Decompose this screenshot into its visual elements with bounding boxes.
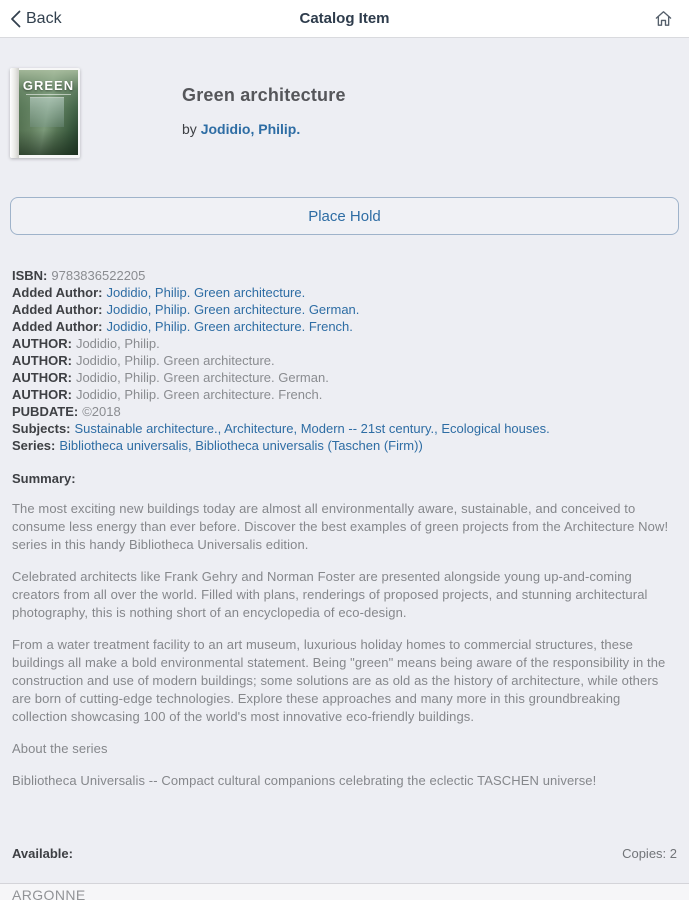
byline [182, 121, 346, 137]
summary-paragraph: Celebrated architects like Frank Gehry and Norman Foster are presented alongside young up-and-coming creators from all over the world. Filled with plans, renderings of proposed projects, and stunning architectural photography, this is nothing short of an encyclopedia of eco-design. [12, 569, 648, 620]
detail-label: AUTHOR: [12, 387, 72, 402]
detail-row-author [12, 335, 677, 352]
added-author-link[interactable]: Jodidio, Philip. Green architecture. German. [106, 302, 360, 317]
detail-row-series [12, 437, 677, 454]
detail-label: AUTHOR: [12, 353, 72, 368]
book-cover-rule [26, 94, 71, 95]
detail-label: AUTHOR: [12, 336, 72, 351]
copies-count: Copies: 2 [622, 846, 677, 861]
detail-label: Subjects: [12, 421, 71, 436]
content-area [0, 39, 689, 883]
availability-row [12, 846, 677, 861]
back-button[interactable] [10, 10, 62, 28]
detail-row-added-author [12, 284, 677, 301]
library-location-row[interactable] [0, 883, 689, 900]
subjects-links[interactable]: Sustainable architecture., Architecture, Modern -- 21st century., Ecological houses. [74, 421, 550, 436]
book-cover-title-text: GREEN [22, 78, 75, 93]
detail-label: AUTHOR: [12, 370, 72, 385]
detail-row-subjects [12, 420, 677, 437]
summary-paragraph: From a water treatment facility to an art museum, luxurious holiday homes to commercial structures, these buildings all make a bold environmental statement. Being "green" means being aware of the responsibility in the construction and use of modern buildings; some solutions are as old as the history of architecture, while others are born of cutting-edge technologies. Explore these approaches and many more in this groundbreaking collection showcasing 100 of the world's most innovative eco-friendly buildings. [12, 637, 666, 724]
byline-prefix: by [182, 121, 201, 137]
detail-row-pubdate [12, 403, 677, 420]
page-title: Catalog Item [299, 10, 390, 27]
book-spine [10, 68, 19, 158]
back-label: Back [26, 9, 62, 27]
series-blurb-text: Bibliotheca Universalis -- Compact cultural companions celebrating the eclectic TASCHEN universe! [12, 773, 597, 788]
detail-label: ISBN: [12, 268, 48, 283]
detail-row-isbn [12, 267, 677, 284]
detail-value: Jodidio, Philip. Green architecture. [75, 353, 275, 368]
summary-heading: Summary: [12, 471, 76, 486]
book-cover-thumbnail[interactable] [10, 68, 80, 158]
place-hold-button[interactable]: Place Hold [10, 197, 679, 235]
added-author-link[interactable]: Jodidio, Philip. Green architecture. French. [106, 319, 353, 334]
detail-row-author [12, 352, 677, 369]
available-label: Available: [12, 846, 73, 861]
detail-value: 9783836522205 [51, 268, 146, 283]
detail-value: ©2018 [82, 404, 121, 419]
title-block [182, 68, 346, 158]
detail-value: Jodidio, Philip. Green architecture. French. [75, 387, 323, 402]
detail-row-added-author [12, 318, 677, 335]
added-author-link[interactable]: Jodidio, Philip. Green architecture. [106, 285, 306, 300]
nav-bar [0, 0, 689, 38]
library-location-label: ARGONNE [12, 887, 86, 900]
series-links[interactable]: Bibliotheca universalis, Bibliotheca universalis (Taschen (Firm)) [59, 438, 423, 453]
author-link[interactable]: Jodidio, Philip. [200, 121, 301, 137]
summary-paragraph: The most exciting new buildings today are almost all environmentally aware, sustainable, and conceived to consume less energy than ever before. Discover the best examples of green projects from the Architecture Now! series in this handy Bibliotheca Universalis edition. [12, 501, 669, 552]
home-icon [654, 9, 673, 28]
summary-section [12, 471, 675, 790]
book-header [10, 68, 679, 158]
detail-label: Added Author: [12, 319, 103, 334]
details-list [12, 267, 677, 454]
book-title: Green architecture [182, 85, 346, 105]
detail-value: Jodidio, Philip. [75, 336, 160, 351]
about-the-series-text: About the series [12, 741, 108, 756]
detail-label: Added Author: [12, 285, 103, 300]
detail-row-added-author [12, 301, 677, 318]
detail-label: Added Author: [12, 302, 103, 317]
detail-value: Jodidio, Philip. Green architecture. German. [75, 370, 329, 385]
detail-label: Series: [12, 438, 56, 453]
home-button[interactable] [654, 9, 673, 33]
detail-label: PUBDATE: [12, 404, 79, 419]
detail-row-author [12, 369, 677, 386]
detail-row-author [12, 386, 677, 403]
chevron-left-icon [10, 10, 21, 28]
